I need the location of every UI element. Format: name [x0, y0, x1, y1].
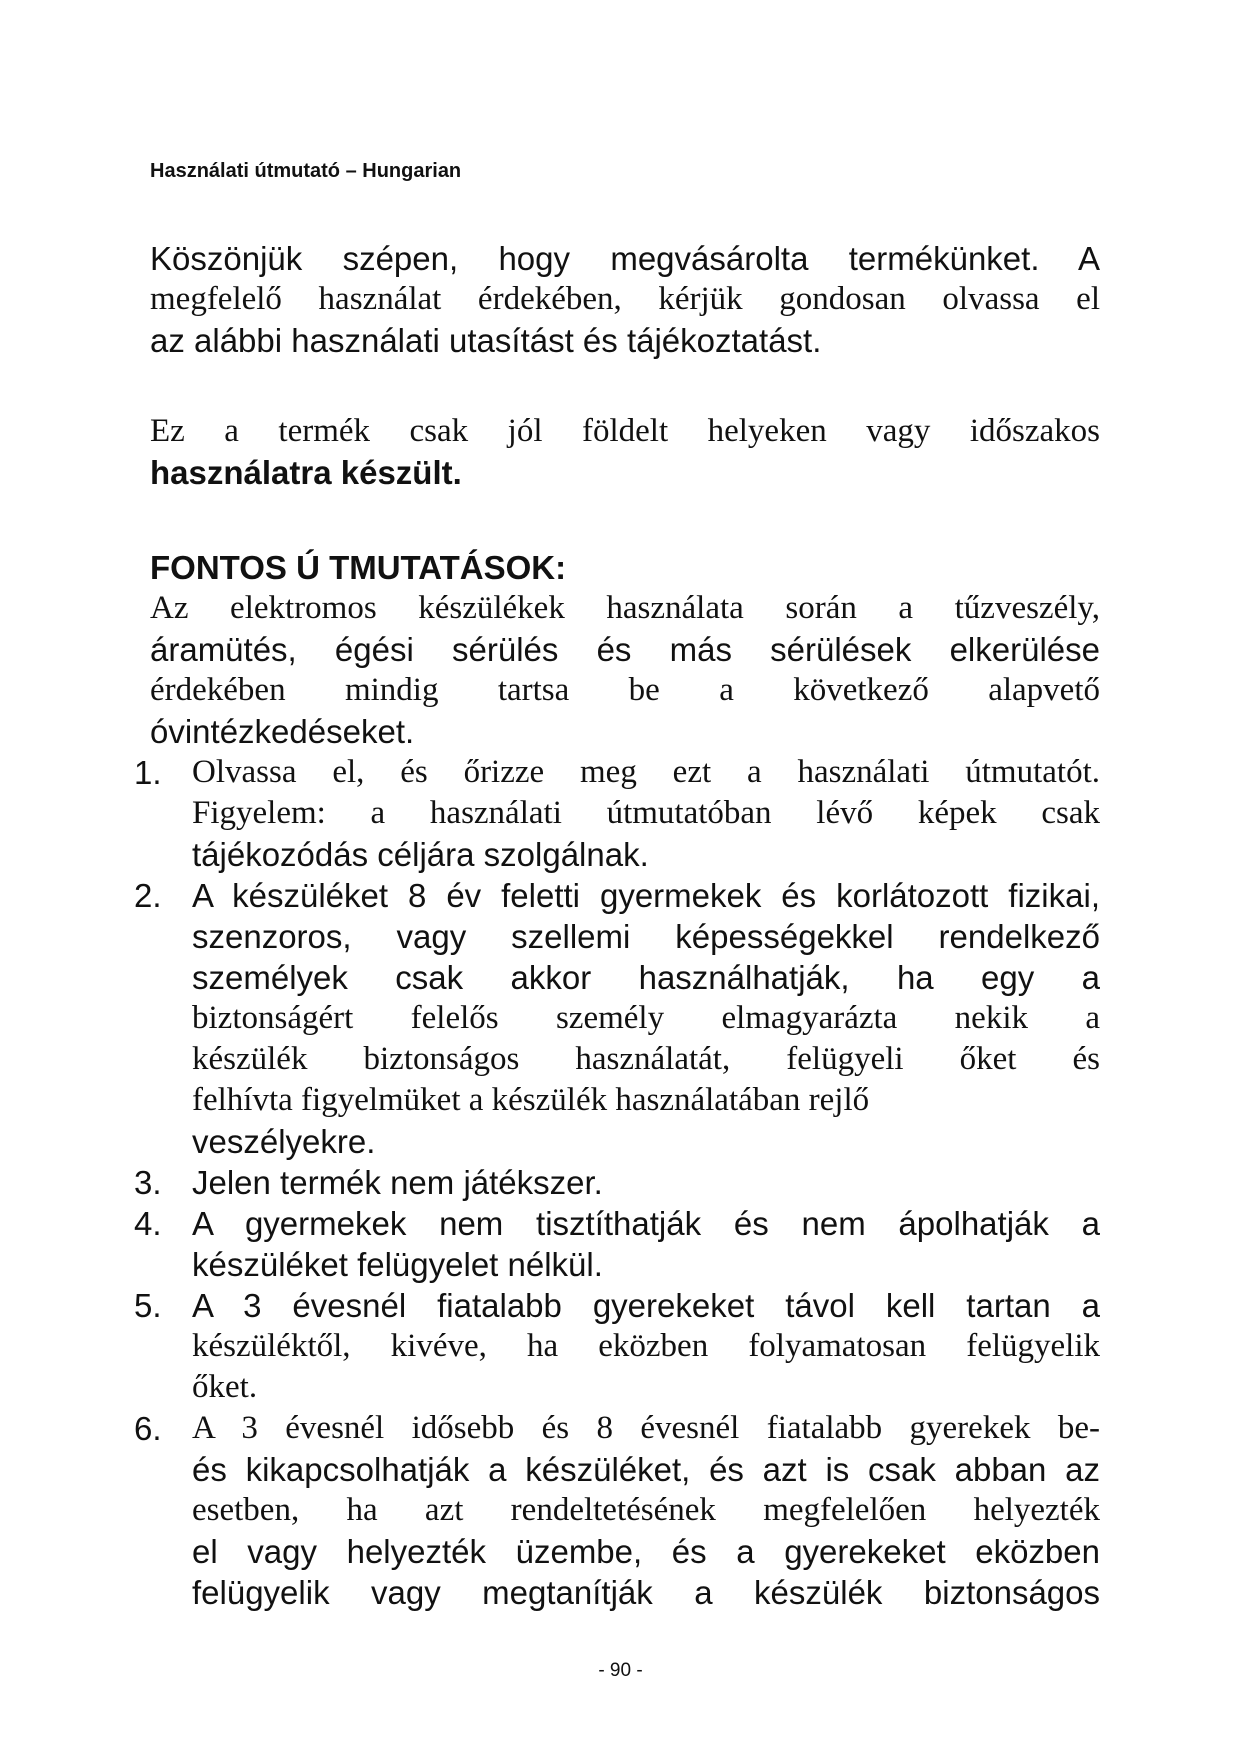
- list-line: és kikapcsolhatják a készüléket, és azt is csak abban az: [192, 1451, 1100, 1488]
- list-line: készüléket felügyelet nélkül.: [192, 1246, 603, 1283]
- document-header: Használati útmutató – Hungarian: [150, 160, 462, 182]
- list-item: [134, 1162, 1100, 1203]
- list-line: készüléktől, kivéve, ha eközben folyamatosan felügyelik: [192, 1328, 1100, 1364]
- warnings-line: áramütés, égési sérülés és más sérülések elkerülése: [150, 631, 1100, 668]
- list-item: [134, 752, 1100, 875]
- list-number: 2.: [134, 877, 162, 914]
- usage-paragraph: [150, 411, 1100, 493]
- warnings-section: [134, 547, 1100, 1613]
- list-line: esetben, ha azt rendeltetésének megfelelően helyezték: [192, 1492, 1100, 1528]
- safety-rules-list: [134, 752, 1100, 1613]
- warnings-line: Az elektromos készülékek használata során a tűzveszély,: [150, 590, 1100, 626]
- warnings-heading: FONTOS Ú TMUTATÁSOK:: [150, 549, 567, 586]
- list-number: 3.: [134, 1164, 162, 1201]
- list-line: A készüléket 8 év feletti gyermekek és korlátozott fizikai,: [192, 877, 1100, 914]
- list-number: 6.: [134, 1410, 162, 1447]
- list-number: 4.: [134, 1205, 162, 1242]
- document-body: [134, 238, 1100, 1613]
- list-line: Olvassa el, és őrizze meg ezt a használati útmutatót.: [192, 754, 1100, 790]
- list-line: felhívta figyelmüket a készülék használatában rejlő: [192, 1082, 870, 1118]
- list-line: el vagy helyezték üzembe, és a gyerekeket eközben: [192, 1533, 1100, 1570]
- list-line: A gyermekek nem tisztíthatják és nem ápolhatják a: [192, 1205, 1100, 1242]
- intro-line: Köszönjük szépen, hogy megvásárolta termékünket. A: [150, 240, 1100, 277]
- list-item: [134, 875, 1100, 1162]
- list-line: veszélyekre.: [192, 1123, 376, 1160]
- list-line: A 3 évesnél idősebb és 8 évesnél fiatalabb gyerekek be-: [192, 1410, 1100, 1446]
- list-line: A 3 évesnél fiatalabb gyerekeket távol kell tartan a: [192, 1287, 1100, 1324]
- list-line: tájékozódás céljára szolgálnak.: [192, 836, 649, 873]
- intro-line: megfelelő használat érdekében, kérjük gondosan olvassa el: [150, 281, 1100, 317]
- intro-paragraph: [150, 238, 1100, 361]
- page-number: - 90 -: [598, 1660, 643, 1681]
- list-item: [134, 1203, 1100, 1285]
- list-line: biztonságért felelős személy elmagyarázta nekik a: [192, 1000, 1100, 1036]
- list-line: felügyelik vagy megtanítják a készülék biztonságos: [192, 1574, 1100, 1611]
- list-line: Figyelem: a használati útmutatóban lévő képek csak: [192, 795, 1100, 831]
- list-line: Jelen termék nem játékszer.: [192, 1164, 603, 1201]
- warnings-line: óvintézkedéseket.: [150, 713, 415, 750]
- list-number: 1.: [134, 754, 162, 791]
- usage-line: Ez a termék csak jól földelt helyeken vagy időszakos: [150, 413, 1100, 449]
- usage-line-bold: használatra készült.: [150, 454, 462, 491]
- list-line: szenzoros, vagy szellemi képességekkel rendelkező: [192, 918, 1100, 955]
- list-item: [134, 1285, 1100, 1408]
- list-item: [134, 1408, 1100, 1613]
- intro-line: az alábbi használati utasítást és tájékoztatást.: [150, 322, 822, 359]
- list-line: készülék biztonságos használatát, felügyeli őket és: [192, 1041, 1100, 1077]
- list-line: őket.: [192, 1369, 258, 1405]
- list-number: 5.: [134, 1287, 162, 1324]
- warnings-line: érdekében mindig tartsa be a következő alapvető: [150, 672, 1100, 708]
- list-line: személyek csak akkor használhatják, ha egy a: [192, 959, 1100, 996]
